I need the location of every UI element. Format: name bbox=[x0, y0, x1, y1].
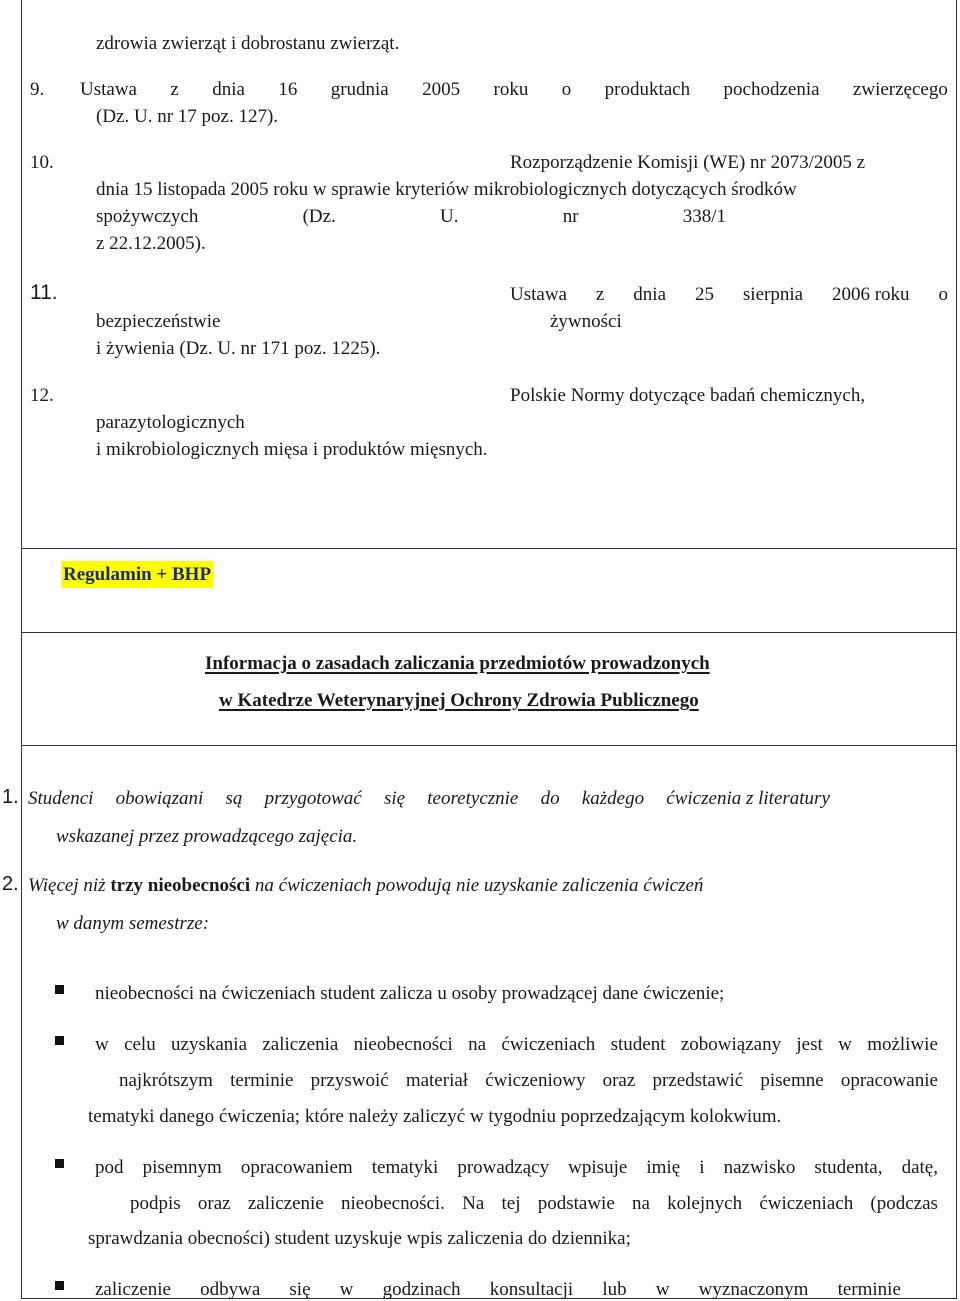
word: 2006 roku bbox=[831, 284, 910, 305]
bullet-4-line-1 bbox=[95, 1280, 901, 1299]
word: w bbox=[655, 1279, 670, 1300]
word: ćwiczeniach bbox=[501, 1034, 596, 1055]
word: kolejnych bbox=[667, 1193, 743, 1214]
rule-2-post: na ćwiczeniach powodują nie uzyskanie zaliczenia ćwiczeń bbox=[250, 875, 704, 896]
word: imię bbox=[646, 1157, 681, 1178]
word: pisemne bbox=[760, 1070, 824, 1091]
word: roku bbox=[493, 79, 529, 100]
bullet-3-line-3: sprawdzania obecności) student uzyskuje wpis zaliczenia do dziennika; bbox=[88, 1228, 631, 1249]
word: terminie bbox=[837, 1279, 901, 1300]
word: zobowiązany bbox=[680, 1034, 782, 1055]
word: datę, bbox=[901, 1157, 938, 1178]
word: konsultacji bbox=[489, 1279, 574, 1300]
item-9-line-2: (Dz. U. nr 17 poz. 127). bbox=[96, 106, 279, 127]
word: teoretycznie bbox=[427, 788, 519, 809]
item-12-line-2: parazytologicznych bbox=[96, 412, 245, 433]
word: wpisuje bbox=[568, 1157, 628, 1178]
word: tematyki bbox=[371, 1157, 439, 1178]
bullet-3-line-1 bbox=[95, 1158, 938, 1177]
bullet-2-line-3: tematyki danego ćwiczenia; które należy zaliczyć w tygodniu poprzedzającym kolokwium. bbox=[88, 1106, 782, 1127]
word: przyswoić bbox=[310, 1070, 389, 1091]
word: student bbox=[610, 1034, 666, 1055]
bullet-3-line-2 bbox=[130, 1194, 938, 1213]
bullet-square-icon bbox=[55, 1281, 64, 1290]
bullet-2-line-2 bbox=[119, 1071, 938, 1090]
word: 338/1 bbox=[682, 206, 726, 227]
word: opracowaniem bbox=[240, 1157, 353, 1178]
item-9-line-1 bbox=[80, 80, 948, 99]
word: podpis bbox=[130, 1193, 181, 1214]
word: spożywczych bbox=[96, 206, 199, 227]
rule-1-line-2: wskazanej przez prowadzącego zajęcia. bbox=[56, 826, 358, 847]
word: ćwiczenia z literatury bbox=[666, 788, 830, 809]
word: z bbox=[170, 79, 179, 100]
word: dnia bbox=[633, 284, 667, 305]
item-12-line-3: i mikrobiologicznych mięsa i produktów mięsnych. bbox=[96, 439, 488, 460]
word: pisemnym bbox=[142, 1157, 222, 1178]
item-10-line-4: z 22.12.2005). bbox=[96, 233, 206, 254]
rule-2-bold: trzy nieobecności bbox=[110, 875, 251, 896]
item-11-number: 11. bbox=[30, 281, 58, 304]
item-11-line-2-right: żywności bbox=[550, 311, 622, 332]
word: ćwiczeniach bbox=[759, 1193, 854, 1214]
section-divider-top bbox=[21, 548, 957, 549]
word: oraz bbox=[602, 1070, 636, 1091]
word: materiał bbox=[405, 1070, 469, 1091]
word: nieobecności bbox=[353, 1034, 453, 1055]
word: odbywa bbox=[200, 1279, 261, 1300]
word: sierpnia bbox=[742, 284, 804, 305]
word: Studenci bbox=[28, 788, 94, 809]
word: najkrótszym bbox=[119, 1070, 213, 1091]
bullet-square-icon bbox=[55, 1159, 64, 1168]
intro-line: zdrowia zwierząt i dobrostanu zwierząt. bbox=[96, 33, 400, 54]
item-11-line-2-left: bezpieczeństwie bbox=[96, 311, 221, 332]
word: zaliczenie bbox=[247, 1193, 324, 1214]
word: podstawie bbox=[537, 1193, 615, 1214]
rule-1-line-1 bbox=[28, 789, 830, 808]
word: w bbox=[95, 1034, 109, 1055]
item-10-line-1: Rozporządzenie Komisji (WE) nr 2073/2005 z bbox=[510, 152, 866, 173]
rule-2-line-1 bbox=[28, 876, 703, 895]
rule-2-number: 2. bbox=[2, 873, 19, 895]
word: na bbox=[468, 1034, 487, 1055]
item-12-line-1: Polskie Normy dotyczące badań chemicznych, bbox=[510, 385, 866, 406]
word: się bbox=[289, 1279, 311, 1300]
word: grudnia bbox=[330, 79, 389, 100]
word: opracowanie bbox=[840, 1070, 938, 1091]
word: w bbox=[339, 1279, 354, 1300]
section-divider-bottom bbox=[21, 745, 957, 746]
rule-2-line-2: w danym semestrze: bbox=[56, 913, 210, 934]
word: uzyskania bbox=[171, 1034, 248, 1055]
word: (podczas bbox=[870, 1193, 938, 1214]
word: o bbox=[938, 284, 948, 305]
bullet-square-icon bbox=[55, 1036, 64, 1045]
section-label bbox=[61, 565, 213, 584]
info-title-line-2: w Katedrze Weterynaryjnej Ochrony Zdrowia Publicznego bbox=[219, 690, 699, 711]
section-label-text: Regulamin + BHP bbox=[61, 561, 213, 588]
word: nazwisko bbox=[723, 1157, 796, 1178]
item-10-line-3 bbox=[96, 207, 726, 226]
rule-2-pre: Więcej niż bbox=[28, 875, 111, 896]
word: celu bbox=[124, 1034, 156, 1055]
word: zwierzęcego bbox=[852, 79, 948, 100]
word: do bbox=[540, 788, 560, 809]
word: przygotować bbox=[264, 788, 362, 809]
word: ćwiczeniowy bbox=[485, 1070, 586, 1091]
word: i bbox=[699, 1157, 705, 1178]
word: 2005 bbox=[422, 79, 461, 100]
word: wyznaczonym bbox=[698, 1279, 809, 1300]
word: zaliczenie bbox=[95, 1279, 171, 1300]
word: U. bbox=[440, 206, 459, 227]
bullet-1-text: nieobecności na ćwiczeniach student zalicza u osoby prowadzącej dane ćwiczenie; bbox=[95, 983, 725, 1004]
word: nieobecności. bbox=[340, 1193, 445, 1214]
word: każdego bbox=[581, 788, 645, 809]
word: na bbox=[632, 1193, 650, 1214]
word: Ustawa bbox=[510, 284, 567, 305]
word: o bbox=[561, 79, 572, 100]
bullet-2-line-1 bbox=[95, 1035, 938, 1054]
item-12-number: 12. bbox=[30, 385, 54, 406]
item-11-line-1 bbox=[510, 285, 948, 304]
bullet-square-icon bbox=[55, 985, 64, 994]
word: Na bbox=[462, 1193, 485, 1214]
item-10-line-2: dnia 15 listopada 2005 roku w sprawie kryteriów mikrobiologicznych dotyczących środków bbox=[96, 179, 797, 200]
word: godzinach bbox=[382, 1279, 461, 1300]
word: 16 bbox=[278, 79, 298, 100]
word: są bbox=[225, 788, 243, 809]
word: 25 bbox=[694, 284, 714, 305]
word: zaliczenia bbox=[262, 1034, 339, 1055]
word: terminie bbox=[230, 1070, 294, 1091]
word: pochodzenia bbox=[723, 79, 820, 100]
info-title-line-1: Informacja o zasadach zaliczania przedmiotów prowadzonych bbox=[205, 653, 710, 674]
word: produktach bbox=[604, 79, 691, 100]
word: tej bbox=[501, 1193, 521, 1214]
word: dnia bbox=[212, 79, 245, 100]
word: studenta, bbox=[814, 1157, 883, 1178]
word: przedstawić bbox=[652, 1070, 744, 1091]
word: (Dz. bbox=[302, 206, 336, 227]
item-10-number: 10. bbox=[30, 152, 54, 173]
word: oraz bbox=[197, 1193, 231, 1214]
section-divider-middle bbox=[21, 632, 957, 633]
word: pod bbox=[95, 1157, 124, 1178]
word: się bbox=[383, 788, 406, 809]
word: prowadzący bbox=[457, 1157, 550, 1178]
word: nr bbox=[562, 206, 579, 227]
word: Ustawa bbox=[80, 79, 137, 100]
word: lub bbox=[602, 1279, 627, 1300]
word: możliwie bbox=[867, 1034, 938, 1055]
rule-1-number: 1. bbox=[2, 786, 19, 808]
word: jest bbox=[796, 1034, 823, 1055]
word: obowiązani bbox=[115, 788, 204, 809]
word: w bbox=[838, 1034, 852, 1055]
item-9-number: 9. bbox=[30, 79, 45, 100]
item-11-line-3: i żywienia (Dz. U. nr 171 poz. 1225). bbox=[96, 338, 381, 359]
word: z bbox=[595, 284, 605, 305]
